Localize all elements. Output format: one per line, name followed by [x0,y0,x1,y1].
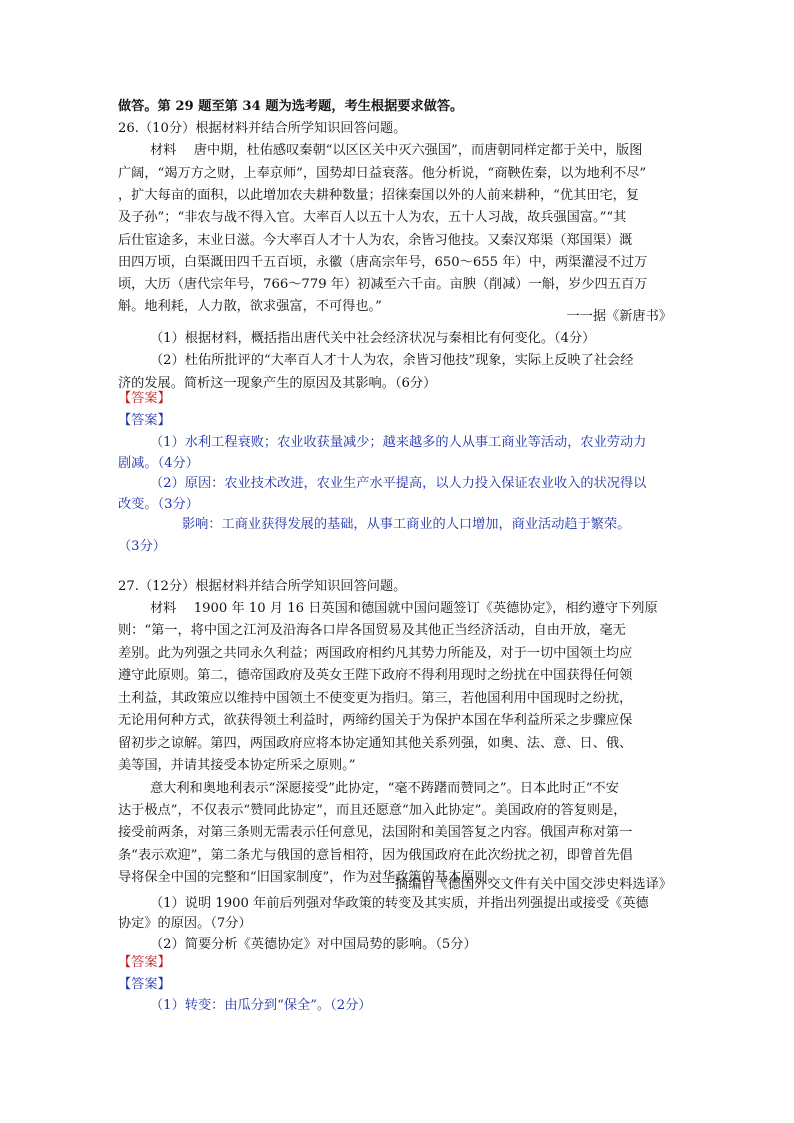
q27-material-line: 土利益，其政策应以维持中国领土不使变更为指归。第三，若他国利用中国现时之纷扰， [118,691,633,706]
answer-label: 【答案】 [118,391,171,406]
instruction-line: 做答。第 29 题至第 34 题为选考题，考生根据要求做答。 [118,99,464,114]
q26-subquestion-1: （1）根据材料，概括指出唐代关中社会经济状况与秦相比有何变化。（4分） [150,331,596,346]
q26-answer-line: 剧减。（4分） [118,456,199,471]
q27-material-line: 美等国，并请其接受本协定所采之原则。” [118,758,356,773]
q26-material-line: 后仕宦途多，末业日滋。今大率百人才十人为农，余皆习他技。又秦汉郑渠（郑国渠）溉 [118,233,633,248]
answer-label: 【答案】 [118,955,171,970]
q26-answer-line: 影响：工商业获得发展的基础，从事工商业的人口增加，商业活动趋于繁荣。 [182,517,631,532]
q27-material-line: 遵守此原则。第二，德帝国政府及英女王陛下政府不得利用现时之纷扰在中国获得任何领 [118,668,633,683]
q26-source: 一一据《新唐书》 [566,309,672,324]
q26-answer-line: （2）原因：农业技术改进，农业生产水平提高，以人力投入保证农业收入的状况得以 [150,476,647,491]
q26-material-line: 顷，大历（唐代宗年号，766～779 年）初减至六千亩。亩腴（削减）一斛，岁少四五百万 [118,277,648,292]
question-27-header: 27.（12分）根据材料并结合所学知识回答问题。 [118,579,407,594]
q26-answer-line: 改变。（3分） [118,497,199,512]
q27-material-line: 导将保全中国的完整和“旧国家制度”，作为对华政策的基本原则。 [118,870,501,885]
q26-answer-line: （1）水利工程衰败；农业收获量减少；越来越多的人从事工商业等活动，农业劳动力 [150,435,647,450]
q26-material-line: ，扩大每亩的面积，以此增加农夫耕种数量；招徕秦国以外的人前来耕种，“优其田宅，复 [118,188,640,203]
q27-material-line: 材料 1900 年 10 月 16 日英国和德国就中国问题签订《英德协定》，相约遵守下列原 [150,601,658,616]
q27-material-line: 意大利和奥地利表示“深愿接受”此协定，“毫不踌躇而赞同之”。日本此时正“不安 [150,781,619,796]
q26-material-line: 斛。地利耗，人力散，欲求强富，不可得也。” [118,299,382,314]
q26-subquestion-2-cont: 济的发展。简析这一现象产生的原因及其影响。（6分） [118,376,437,391]
q27-material-line: 无论用何种方式，欲获得领土利益时，两缔约国关于为保护本国在华利益所采之步骤应保 [118,713,633,728]
q27-subquestion-1-cont: 协定》的原因。（7分） [118,916,252,931]
q26-material-line: 田四万顷，白渠溉田四千五百顷，永徽（唐高宗年号，650～655 年）中，两渠灌浸不过万 [118,255,648,270]
q27-material-line: 差别。此为列强之共同永久利益；两国政府相约凡其势力所能及，对于一切中国领土均应 [118,646,633,661]
q27-material-line: 条“表示欢迎”，第二条尤与俄国的意旨相符，因为俄国政府在此次纷扰之初，即曾首先倡 [118,848,633,863]
q27-answer-line: （1）转变：由瓜分到“保全”。（2分） [150,998,372,1013]
q27-material-line: 接受前两条，对第三条则无需表示任何意见，法国附和美国答复之内容。俄国声称对第一 [118,825,633,840]
answer-label: 【答案】 [118,977,171,992]
q27-subquestion-1: （1）说明 1900 年前后列强对华政策的转变及其实质，并指出列强提出或接受《英德 [150,896,649,911]
q27-material-line: 则：“第一，将中国之江河及沿海各口岸各国贸易及其他正当经济活动，自由开放，毫无 [118,623,626,638]
q26-subquestion-2: （2）杜佑所批评的“大率百人才十人为农，余皆习他技”现象，实际上反映了社会经 [150,353,634,368]
q26-material-line: 广阔，“竭万方之财，上奉京师”，国势却日益衰落。他分析说，“商鞅佐秦，以为地利不尽” [118,166,647,181]
q27-source: 一一摘编自《德国外交文件有关中国交涉史料选译》 [368,877,672,892]
q26-answer-line: （3分） [118,539,166,554]
question-26-header: 26.（10分）根据材料并结合所学知识回答问题。 [118,121,407,136]
q27-material-line: 留初步之谅解。第四，两国政府应将本协定通知其他关系列强，如奥、法、意、日、俄、 [118,736,633,751]
q27-material-line: 达于极点”，不仅表示“赞同此协定”，而且还愿意“加入此协定”。美国政府的答复则是， [118,803,627,818]
q27-subquestion-2: （2）简要分析《英德协定》对中国局势的影响。（5分） [150,937,477,952]
answer-label: 【答案】 [118,413,171,428]
q26-material-line: 及子孙”；“非农与战不得入官。大率百人以五十人为农，五十人习战，故兵强国富。”“其 [118,210,627,225]
q26-material-line: 材料 唐中期，杜佑感叹秦朝“以区区关中灭六强国”，而唐朝同样定都于关中，版图 [150,143,643,158]
